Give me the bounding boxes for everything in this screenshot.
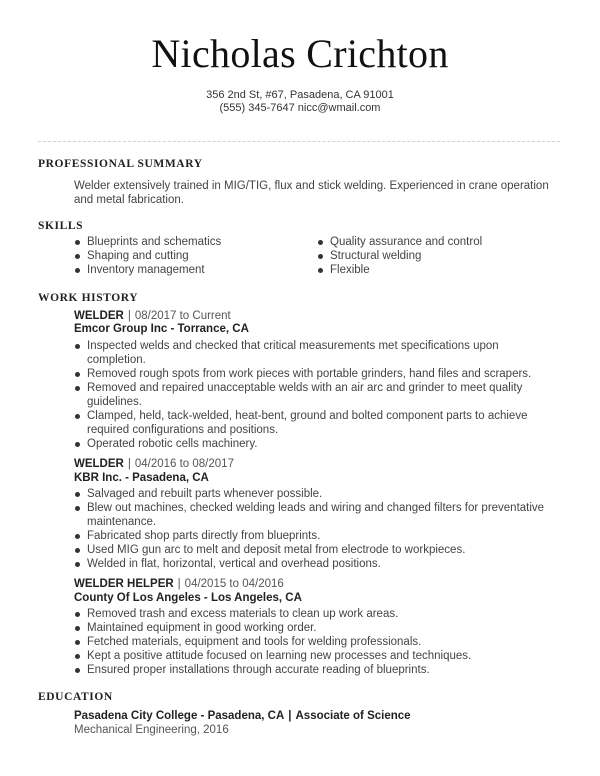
job-bullet: Maintained equipment in good working order. xyxy=(74,621,554,635)
job-bullet: Clamped, held, tack-welded, heat-bent, ground and bolted component parts to achieve required configurations and positions. xyxy=(74,409,554,437)
skill-item: Inventory management xyxy=(74,263,221,277)
job-bullet: Removed rough spots from work pieces with portable grinders, hand files and scrapers. xyxy=(74,367,554,381)
skills-list-right xyxy=(317,235,482,277)
skill-item: Flexible xyxy=(317,263,482,277)
separator: | xyxy=(288,710,292,722)
job-title: WELDER xyxy=(74,458,124,470)
job-title-line xyxy=(74,577,284,591)
skill-item: Structural welding xyxy=(317,249,482,263)
job-bullets xyxy=(74,339,554,451)
job-dates: 04/2015 to 04/2016 xyxy=(184,578,284,590)
skills-heading: SKILLS xyxy=(38,220,84,232)
separator: | xyxy=(127,458,131,470)
job-company: KBR Inc. - Pasadena, CA xyxy=(74,472,209,484)
skill-item: Blueprints and schematics xyxy=(74,235,221,249)
header-divider xyxy=(38,141,560,142)
job-bullet: Welded in flat, horizontal, vertical and overhead positions. xyxy=(74,557,554,571)
education-school: Pasadena City College - Pasadena, CA xyxy=(74,710,285,722)
job-title-line xyxy=(74,309,231,323)
job-bullet: Salvaged and rebuilt parts whenever possible. xyxy=(74,487,554,501)
job-bullet: Inspected welds and checked that critical measurements met specifications upon completion. xyxy=(74,339,554,367)
job-bullet: Kept a positive attitude focused on learning new processes and techniques. xyxy=(74,649,554,663)
job-company: County Of Los Angeles - Los Angeles, CA xyxy=(74,592,302,604)
job-bullets xyxy=(74,607,554,677)
education-school-line xyxy=(74,709,411,723)
job-bullet: Ensured proper installations through accurate reading of blueprints. xyxy=(74,663,554,677)
work-history-heading: WORK HISTORY xyxy=(38,292,139,304)
summary-heading: PROFESSIONAL SUMMARY xyxy=(38,158,203,170)
job-bullet: Used MIG gun arc to melt and deposit metal from electrode to workpieces. xyxy=(74,543,554,557)
job-title: WELDER xyxy=(74,310,124,322)
education-field: Mechanical Engineering, 2016 xyxy=(74,724,229,736)
contact-address: 356 2nd St, #67, Pasadena, CA 91001 xyxy=(206,89,394,101)
separator: | xyxy=(127,310,131,322)
job-bullet: Operated robotic cells machinery. xyxy=(74,437,554,451)
job-bullet: Removed and repaired unacceptable welds with an air arc and grinder to meet quality guidelines. xyxy=(74,381,554,409)
job-bullet: Fabricated shop parts directly from blueprints. xyxy=(74,529,554,543)
education-heading: EDUCATION xyxy=(38,691,113,703)
job-bullets xyxy=(74,487,554,571)
job-title-line xyxy=(74,457,234,471)
skills-list-left xyxy=(74,235,221,277)
job-title: WELDER HELPER xyxy=(74,578,174,590)
skill-item: Shaping and cutting xyxy=(74,249,221,263)
candidate-name: Nicholas Crichton xyxy=(151,31,449,76)
education-degree: Associate of Science xyxy=(295,710,411,722)
job-dates: 04/2016 to 08/2017 xyxy=(134,458,234,470)
job-bullet: Blew out machines, checked welding leads and wiring and changed filters for preventative maintenance. xyxy=(74,501,554,529)
contact-phone-email: (555) 345-7647 nicc@wmail.com xyxy=(219,102,381,114)
job-company: Emcor Group Inc - Torrance, CA xyxy=(74,323,249,335)
job-bullet: Fetched materials, equipment and tools for welding professionals. xyxy=(74,635,554,649)
summary-text: Welder extensively trained in MIG/TIG, flux and stick welding. Experienced in crane operation and metal fabrication. xyxy=(74,180,549,206)
separator: | xyxy=(177,578,181,590)
job-bullet: Removed trash and excess materials to clean up work areas. xyxy=(74,607,554,621)
job-dates: 08/2017 to Current xyxy=(134,310,231,322)
skill-item: Quality assurance and control xyxy=(317,235,482,249)
